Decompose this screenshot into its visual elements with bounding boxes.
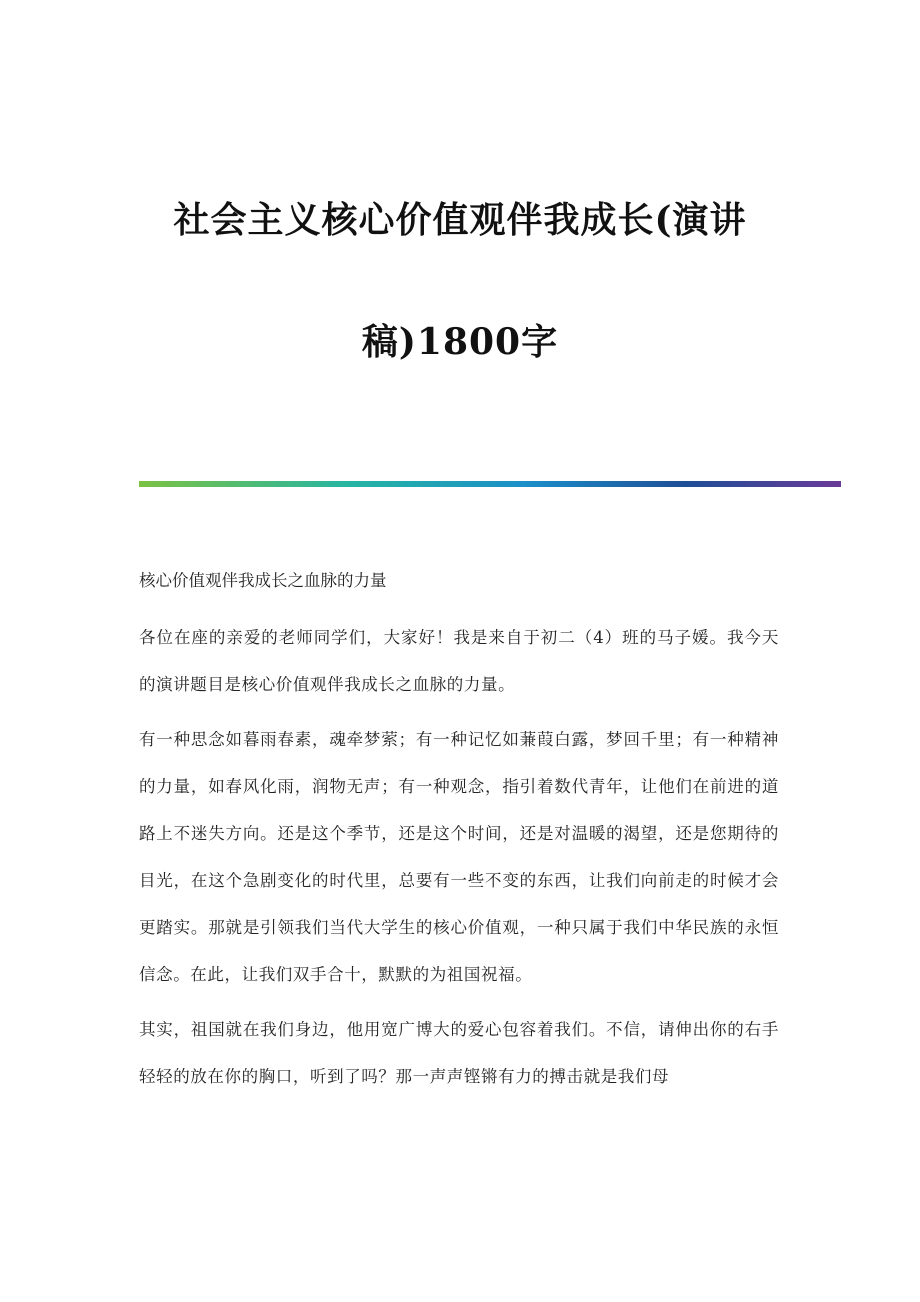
- paragraph-spirit: 有一种思念如暮雨春素，魂牵梦萦；有一种记忆如蒹葭白露，梦回千里；有一种精神的力量，如春风化雨，润物无声；有一种观念，指引着数代青年，让他们在前进的道路上不迷失方向。还是这个季节，还是这个时间，还是对温暖的渴望，还是您期待的目光，在这个急剧变化的时代里，总要有一些不变的东西，让我们向前走的时候才会更踏实。那就是引领我们当代大学生的核心价值观，一种只属于我们中华民族的永恒信念。在此，让我们双手合十，默默的为祖国祝福。: [139, 730, 779, 984]
- document-title-line-1: 社会主义核心价值观伴我成长(演讲: [173, 199, 747, 241]
- gradient-divider: [139, 481, 841, 487]
- paragraph-greeting: 各位在座的亲爱的老师同学们，大家好！我是来自于初二（4）班的马子媛。我今天的演讲题目是核心价值观伴我成长之血脉的力量。: [139, 628, 779, 694]
- body-paragraphs: [139, 614, 779, 1100]
- paragraph-motherland: 其实，祖国就在我们身边，他用宽广博大的爱心包容着我们。不信，请伸出你的右手轻轻的放在你的胸口，听到了吗？那一声声铿锵有力的搏击就是我们母: [139, 1020, 779, 1086]
- section-subheading: 核心价值观伴我成长之血脉的力量: [139, 571, 387, 590]
- document-title-line-2: 稿)1800字: [361, 321, 559, 363]
